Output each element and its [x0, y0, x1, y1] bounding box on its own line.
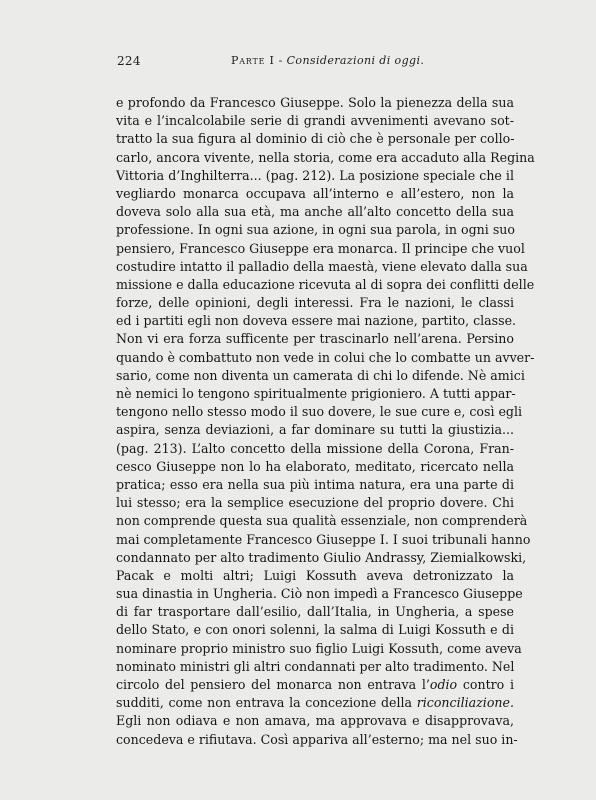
text-fragment: circolo del pensiero del monarca non entrava l’ — [116, 677, 430, 692]
text-line: forze, delle opinioni, degli interessi. Fra le nazioni, le classi — [116, 295, 514, 311]
text-line: tengono nello stesso modo il suo dovere, le sue cure e, così egli — [116, 404, 523, 420]
text-line: Egli non odiava e non amava, ma approvava e disapprovava, — [116, 713, 514, 729]
text-line-odio — [116, 676, 514, 694]
page-header — [117, 54, 517, 72]
text-line: Non vi era forza sufficente per trascinarlo nell’arena. Persino — [116, 331, 514, 347]
running-head-part: Parte I — [231, 54, 275, 67]
text-line: e profondo da Francesco Giuseppe. Solo la pienezza della sua — [116, 95, 514, 110]
italic-word-odio: odio — [429, 677, 458, 692]
text-line: sua dinastia in Ungheria. Ciò non impedì a Francesco Giuseppe — [116, 586, 523, 602]
text-line: nominare proprio ministro suo figlio Luigi Kossuth, come aveva — [116, 640, 522, 656]
text-line: Vittoria d’Inghilterra... (pag. 212). La posizione speciale che il — [116, 167, 514, 183]
text-line: nè nemici lo tengono spiritualmente prigioniero. A tutti appar- — [116, 386, 516, 401]
running-head — [231, 54, 424, 67]
text-line: di far trasportare dall’esilio, dall’Italia, in Ungheria, a spese — [116, 604, 514, 620]
text-line: cesco Giuseppe non lo ha elaborato, meditato, ricercato nella — [116, 458, 514, 474]
text-line: tratto la sua figura al dominio di ciò che è personale per collo- — [116, 131, 515, 147]
text-line: missione e dalla educazione ricevuta al di sopra dei conflitti delle — [116, 276, 535, 292]
text-line: pratica; esso era nella sua più intima natura, era una parte di — [116, 476, 514, 492]
text-line: professione. In ogni sua azione, in ogni sua parola, in ogni suo — [116, 222, 515, 238]
text-line: costudire intatto il palladio della maestà, viene elevato dalla sua — [116, 258, 528, 274]
text-line: vegliardo monarca occupava all’interno e all’estero, non la — [116, 185, 514, 201]
text-line: nominato ministri gli altri condannati per alto tradimento. Nel — [116, 658, 515, 674]
text-line: Pacak e molti altri; Luigi Kossuth aveva detronizzato la — [116, 567, 514, 583]
text-line: pensiero, Francesco Giuseppe era monarca. Il principe che vuol — [116, 240, 525, 256]
text-line: non comprende questa sua qualità essenziale, non comprenderà — [116, 513, 528, 529]
page-number: 224 — [117, 54, 141, 68]
text-line: aspira, senza deviazioni, a far dominare su tutti la giustizia... — [116, 422, 514, 438]
text-fragment: contro i — [462, 677, 514, 692]
text-line: quando è combattuto non vede in colui che lo combatte un avver- — [116, 349, 535, 365]
text-line-riconciliazione — [116, 694, 514, 712]
text-line: doveva solo alla sua età, ma anche all’alto concetto della sua — [116, 204, 514, 220]
running-head-separator: - — [274, 54, 287, 67]
text-line: lui stesso; era la semplice esecuzione del proprio dovere. Chi — [116, 495, 514, 511]
text-line: condannato per alto tradimento Giulio Andrassy, Ziemialkowski, — [116, 549, 527, 565]
text-line: carlo, ancora vivente, nella storia, come era accaduto alla Regina — [116, 149, 535, 165]
text-line: (pag. 213). L’alto concetto della missione della Corona, Fran- — [116, 440, 514, 456]
text-line: concedeva e rifiutava. Così appariva all’esterno; ma nel suo in- — [116, 731, 518, 747]
text-line: vita e l’incalcolabile serie di grandi avvenimenti avevano sot- — [116, 113, 514, 129]
running-head-title: Considerazioni di oggi. — [286, 54, 425, 67]
text-fragment: sudditi, come non entrava la concezione della — [116, 695, 413, 711]
text-line: mai completamente Francesco Giuseppe I. I suoi tribunali hanno — [116, 531, 531, 547]
text-line: sario, come non diventa un camerata di chi lo difende. Nè amici — [116, 367, 525, 383]
text-line: ed i partiti egli non doveva essere mai nazione, partito, classe. — [116, 313, 517, 329]
body-text — [116, 94, 535, 749]
italic-word-riconciliazione: riconciliazione. — [416, 695, 514, 711]
text-line: dello Stato, e con onori solenni, la salma di Luigi Kossuth e di — [116, 622, 514, 638]
